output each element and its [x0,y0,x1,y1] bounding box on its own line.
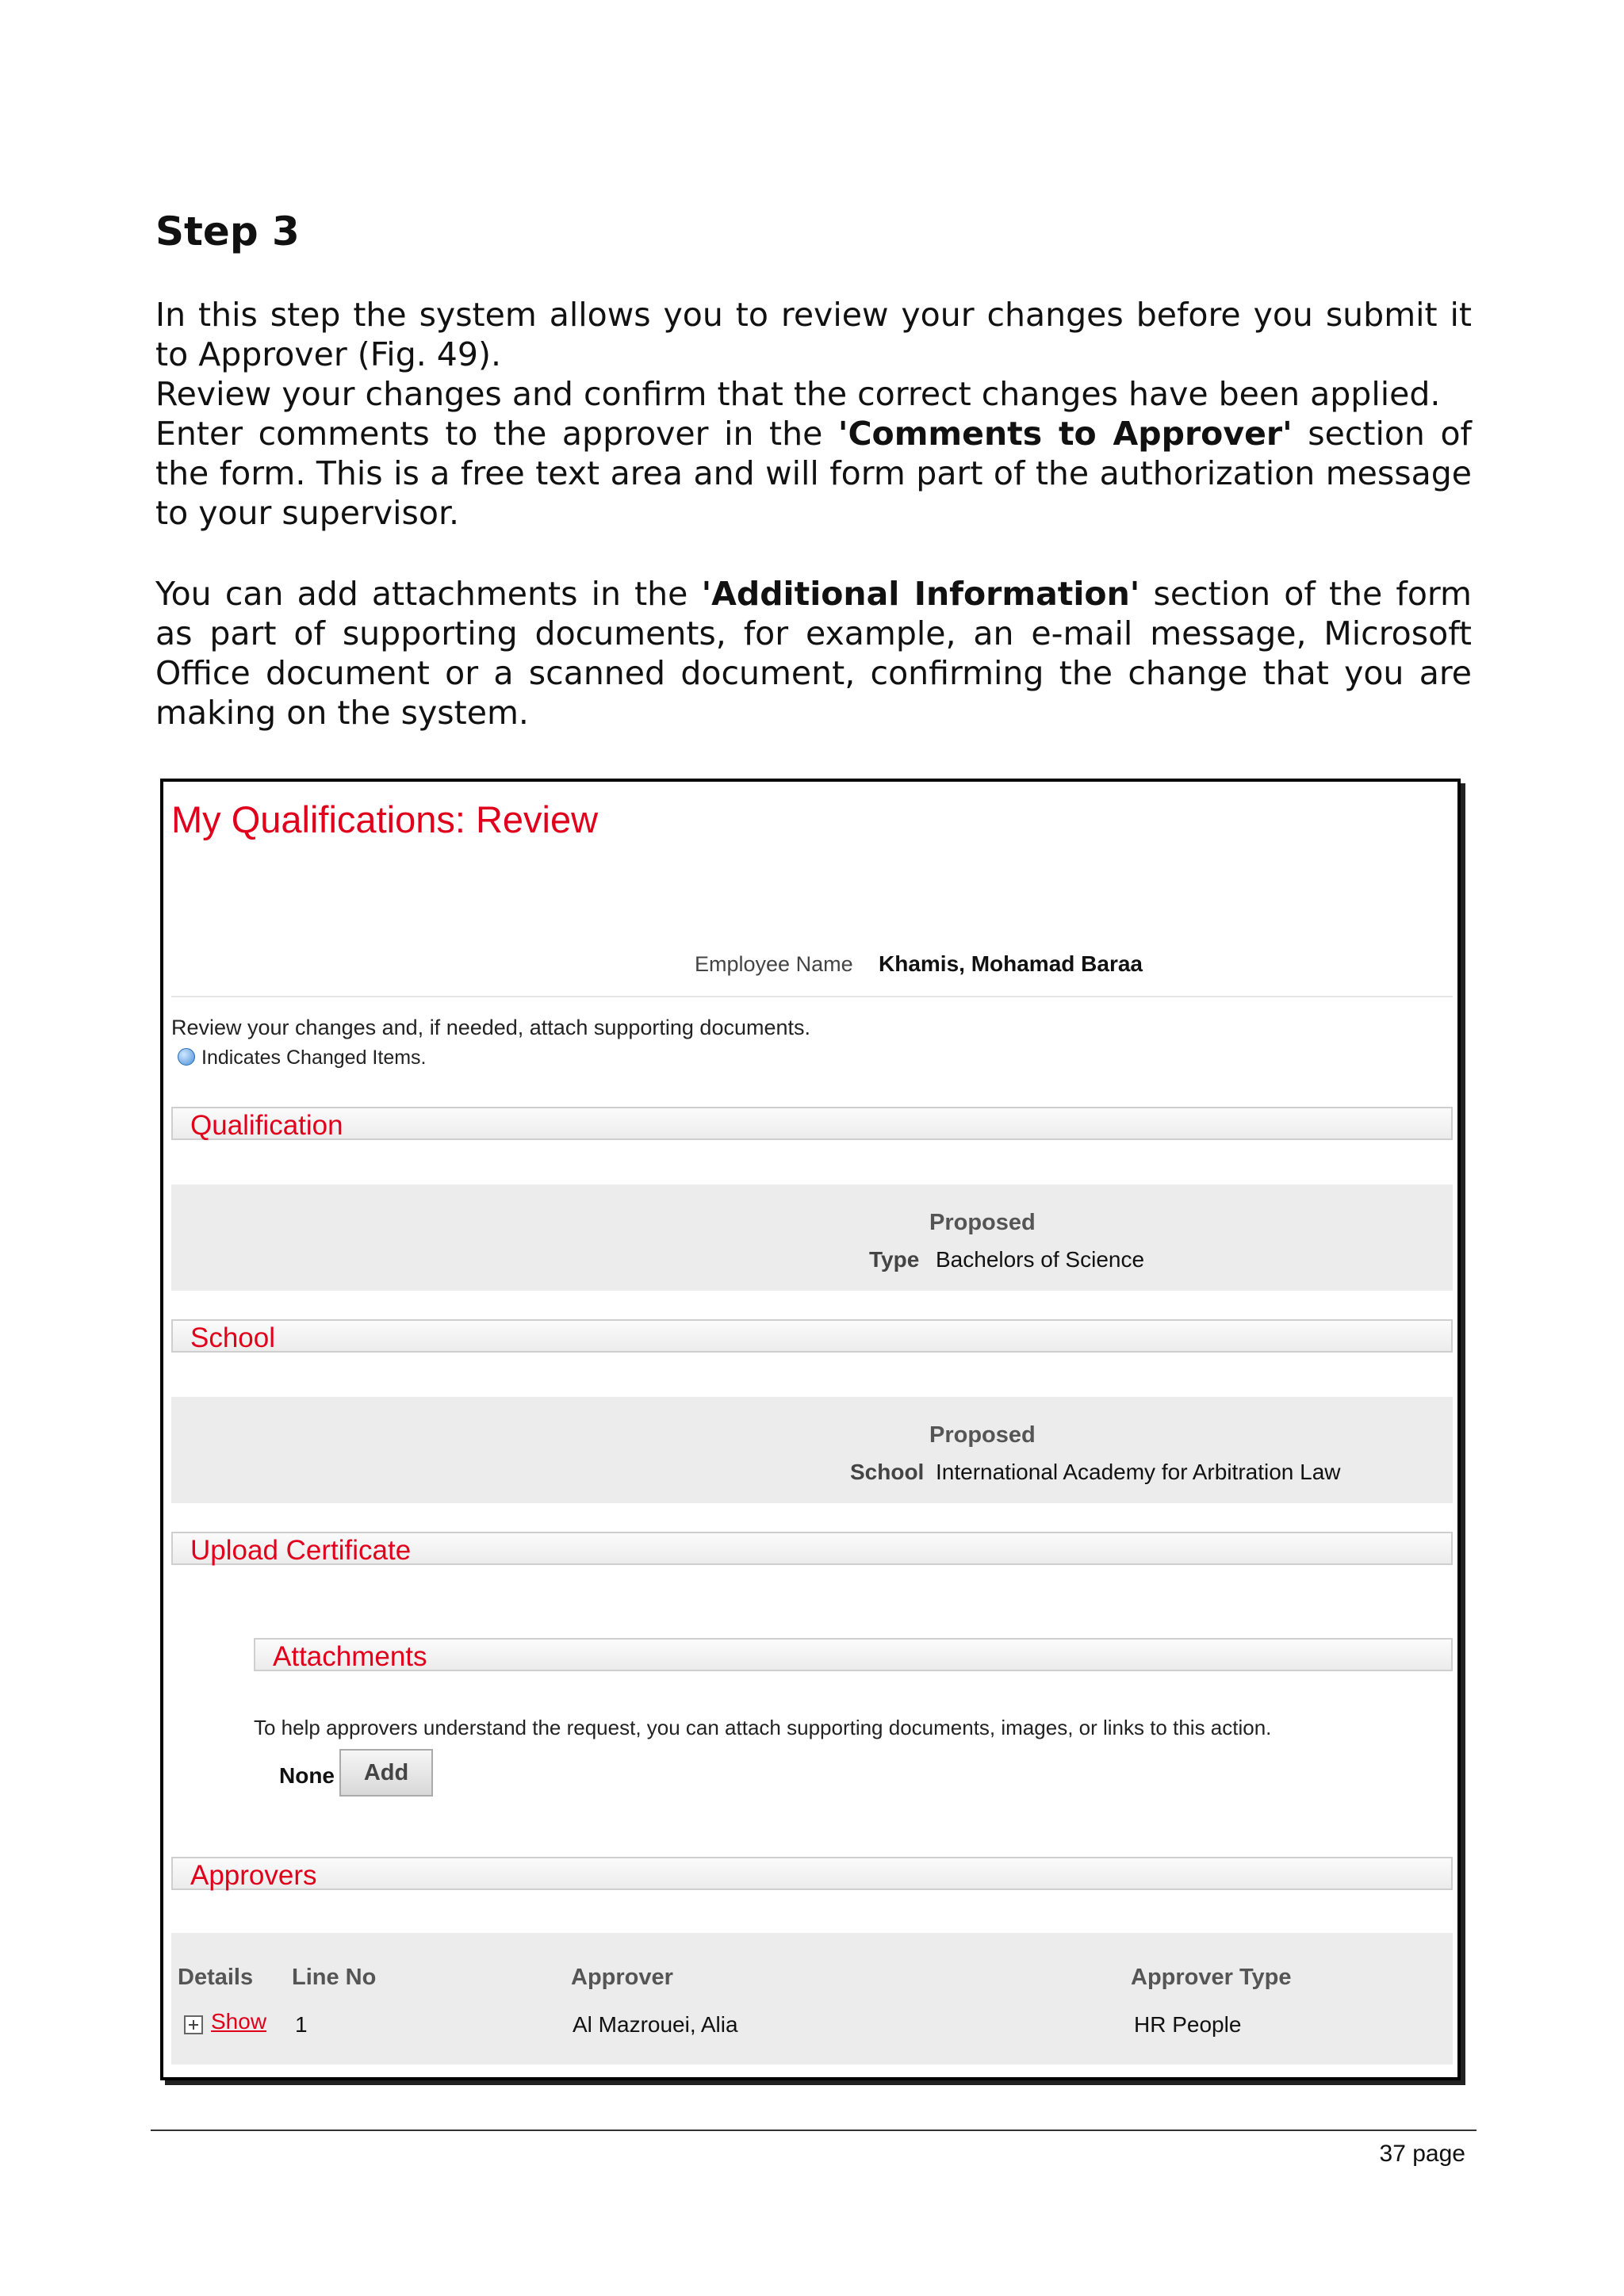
column-header-approver: Approver [571,1965,673,1990]
attachments-help-text: To help approvers understand the request, you can attach supporting documents, images, or links to this action. [254,1716,1272,1739]
add-attachment-button[interactable]: Add [339,1749,433,1797]
employee-name-value: Khamis, Mohamad Baraa [879,951,1143,976]
employee-name-label: Employee Name [695,952,853,976]
column-header-details: Details [178,1965,254,1990]
show-details-link[interactable]: Show [211,2009,267,2034]
school-value: International Academy for Arbitration Law [936,1460,1341,1484]
attachments-paragraph [155,574,1472,733]
page-number: 37 page [1379,2141,1465,2167]
intro-line-4-text: section of the form. This is a free text area and will form part of the authorization message to your supervisor. [155,415,1472,532]
approver-cell: Al Mazrouei, Alia [573,2012,738,2037]
upload-certificate-section-header [171,1532,1453,1565]
step-title: Step 3 [155,209,300,254]
school-header-label: School [190,1322,276,1353]
additional-information-term: 'Additional Information' [701,575,1140,613]
page-title: My Qualifications: Review [171,798,599,840]
attachments-header-label: Attachments [273,1641,427,1672]
intro-line-2: Review your changes and confirm that the correct changes have been applied. [155,375,1441,413]
school-proposed-label: Proposed [929,1422,1036,1448]
footer-divider [151,2130,1477,2131]
changed-item-icon [178,1048,195,1066]
attachments-text-start: You can add attachments in the [155,575,688,613]
intro-line-1: In this step the system allows you to review your changes before you submit it to Approver (Fig. 49). [155,296,1472,373]
review-instructions: Review your changes and, if needed, attach supporting documents. [171,1016,811,1039]
qualification-type-value: Bachelors of Science [936,1247,1145,1272]
school-label: School [850,1460,925,1484]
upload-certificate-header-label: Upload Certificate [190,1535,412,1566]
attachments-text [155,574,1472,733]
approver-type-cell: HR People [1134,2012,1242,2037]
qualification-type-label: Type [869,1247,920,1272]
line-no-cell: 1 [295,2012,308,2037]
column-header-line-no: Line No [292,1965,377,1990]
attachments-text-end: section of the form as part of supporting documents, for example, an e-mail message, Microsoft Office document or a scanned document, confirming the change that you are making on the system. [155,575,1472,732]
comments-to-approver-term: 'Comments to Approver' [837,415,1293,453]
approvers-header-label: Approvers [190,1860,317,1891]
expand-plus-icon[interactable] [184,2015,203,2034]
changed-items-legend: Indicates Changed Items. [201,1047,427,1069]
qualification-header-label: Qualification [190,1110,343,1141]
approvers-table [171,1933,1453,2064]
intro-line-3 [155,414,1472,533]
column-header-approver-type: Approver Type [1131,1965,1292,1990]
qualification-panel [171,1184,1453,1291]
qualification-section-header [171,1107,1453,1140]
intro-line-3-text: Enter comments to the approver in the [155,415,823,453]
school-section-header [171,1319,1453,1353]
review-screenshot [160,779,1461,2080]
approvers-section-header [171,1857,1453,1890]
attachments-none-label: None [279,1763,335,1788]
divider [171,996,1453,997]
qualification-proposed-label: Proposed [929,1210,1036,1235]
school-panel [171,1397,1453,1503]
intro-paragraph [155,295,1472,533]
attachments-section-header [254,1638,1453,1671]
